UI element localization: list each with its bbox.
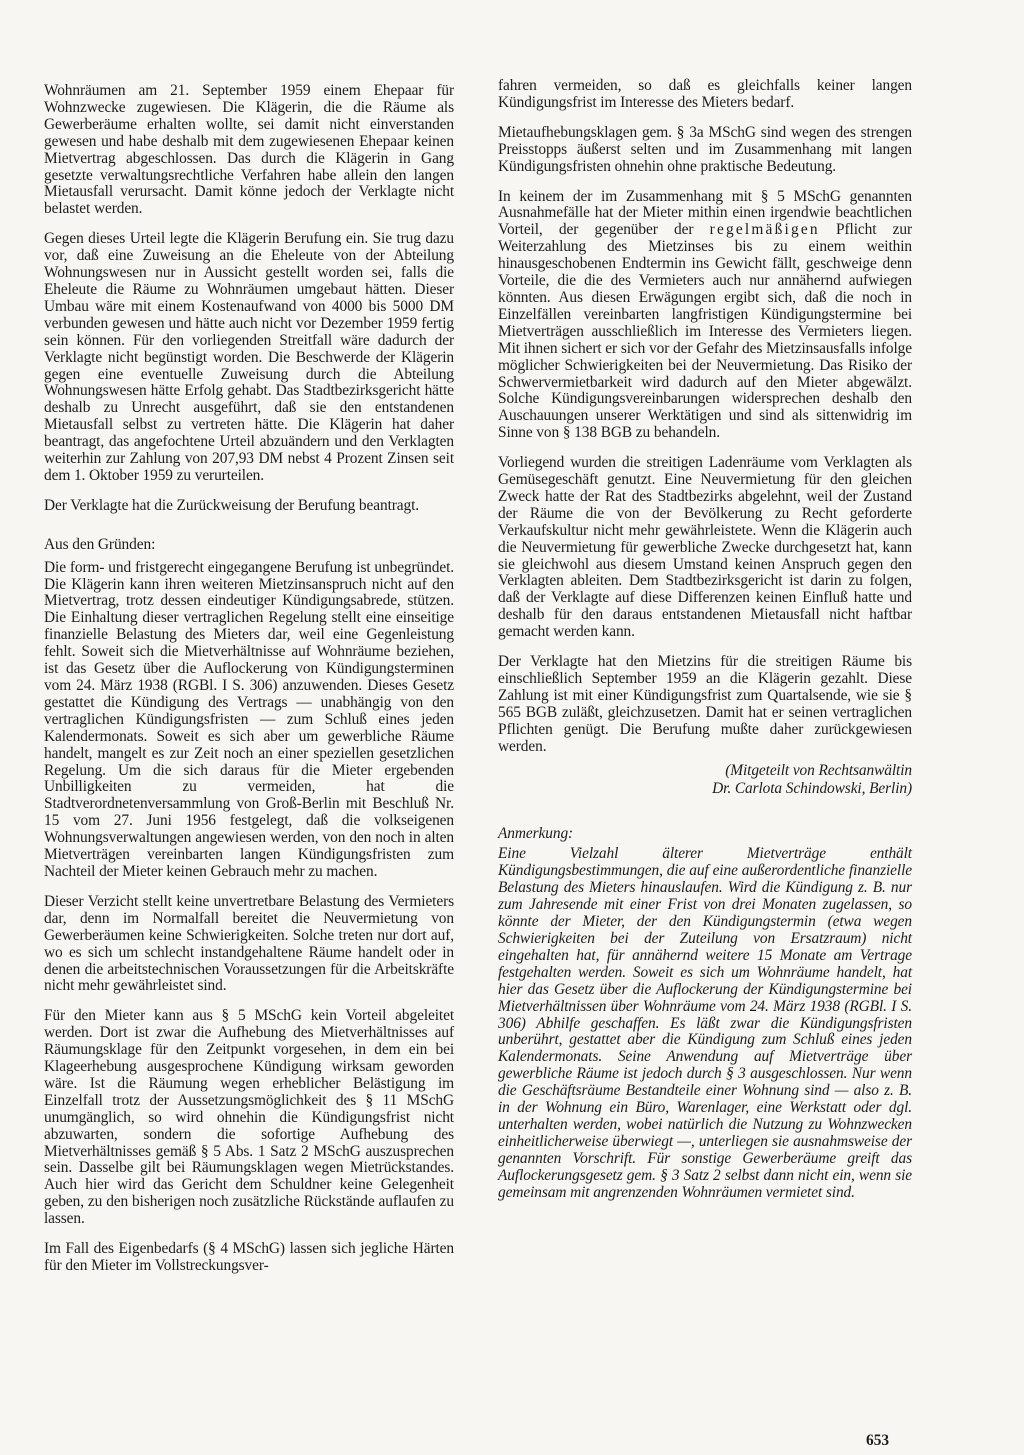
- paragraph-text: In keinem der im Zusammenhang mit § 5 MSchG genannten Ausnahmefälle hat der Mieter mithin einen irgendwie beachtlichen Vorteil, der gegenüber der: [498, 187, 912, 239]
- credit-line: [498, 762, 912, 798]
- paragraph: Für den Mieter kann aus § 5 MSchG kein Vorteil abgeleitet werden. Dort ist zwar die Aufhebung des Mietverhältnisses auf Räumungsklage für den Zeitpunkt vorgesehen, in dem ein bei Klageerhebung ausgesprochene Kündigung wirksam geworden wäre. Ist die Räumung wegen erheblicher Belästigung im Einzelfall trotz der Aussetzungsmöglichkeit des § 11 MSchG unumgänglich, so wird ohnehin die Kündigungsfrist nicht abzuwarten, sondern die sofortige Aufhebung des Mietverhältnisses gemäß § 5 Abs. 1 Satz 2 MSchG auszusprechen sein. Dasselbe gilt bei Räumungsklagen wegen Mietrückstandes. Auch hier wird das Gericht dem Schuldner keine Gelegenheit geben, zu den bisherigen noch zusätzliche Rückstände auflaufen zu lassen.: [44, 1007, 454, 1228]
- right-column: [498, 78, 912, 1201]
- paragraph: [498, 189, 912, 443]
- paragraph: Der Verklagte hat die Zurückweisung der Berufung beantragt.: [44, 496, 420, 514]
- page-number: 653: [866, 1432, 890, 1449]
- paragraph: Mietaufhebungsklagen gem. § 3a MSchG sind wegen des strengen Preisstopps äußerst selten und im Zusammenhang mit langen Kündigungsfristen ohnehin ohne praktische Bedeutung.: [498, 123, 912, 175]
- annotation-heading: Anmerkung:: [498, 824, 574, 842]
- paragraph: Wohnräumen am 21. September 1959 einem Ehepaar für Wohnzwecke zugewiesen. Die Klägerin, die die Räume als Gewerberäume erhalten wollte, sei damit nicht einverstanden gewesen und habe deshalb mit dem zugewiesenen Ehepaar keinen Mietvertrag abgeschlossen. Das durch die Klägerin in Gang gesetzte verwaltungsrechtliche Verfahren habe allein den langen Mietausfall verursacht. Damit könne jedoch der Verklagte nicht belastet werden.: [44, 82, 454, 218]
- paragraph: Die form- und fristgerecht eingegangene Berufung ist unbegründet. Die Klägerin kann ihren weiteren Mietzinsanspruch nicht auf den Mietvertrag, trotz dessen eindeutiger Kündigungsabrede, stützen. Die Einhaltung dieser vertraglichen Regelung stellt eine einseitige finanzielle Belastung des Mieters dar, weil eine Gegenleistung fehlt. Soweit sich die Mietverhältnisse auf Wohnräume beziehen, ist das Gesetz über die Auflockerung von Kündigungsterminen vom 24. März 1938 (RGBl. I S. 306) anzuwenden. Dieses Gesetz gestattet die Kündigung des Vertrags — unabhängig von den vertraglichen Kündigungsfristen — zum Schluß eines jeden Kalendermonats. Soweit es sich aber um gewerbliche Räume handelt, mangelt es zur Zeit noch an einer speziellen gesetzlichen Regelung. Um die sich daraus für die Mieter ergebenden Unbilligkeiten zu vermeiden, hat die Stadtverordnetenversammlung von Groß-Berlin mit Beschluß Nr. 15 vom 27. Juni 1956 festgelegt, daß die volkseigenen Wohnungsverwaltungen angewiesen werden, von den noch in alten Mietverträgen vereinbarten langen Kündigungsfristen zum Nachteil der Mieter keinen Gebrauch mehr zu machen.: [44, 558, 454, 880]
- credit-line-1: (Mitgeteilt von Rechtsanwältin: [725, 761, 912, 779]
- section-heading: Aus den Gründen:: [44, 535, 156, 553]
- paragraph: Vorliegend wurden die streitigen Ladenräume vom Verklagten als Gemüsegeschäft genutzt. Eine Neuvermietung für den gleichen Zweck hatte der Rat des Stadtbezirks abgelehnt, weil der Zustand der Räume die von der Bevölkerung zu Recht geforderte Verkaufskultur nicht mehr gewährleistete. Wenn die Klägerin auch die Neuvermietung für gewerbliche Zwecke durchgesetzt hat, kann sie gleichwohl aus diesem Umstand keinen Anspruch gegen den Verklagten ableiten. Dem Stadtbezirksgericht ist darin zu folgen, daß der Verklagte auf diese Differenzen keinen Einfluß hatte und deshalb für den daraus entstandenen Mietausfall nicht haftbar gemacht werden kann.: [498, 454, 912, 641]
- left-column: [44, 83, 454, 1275]
- paragraph-text: Pflicht zur Weiterzahlung des Mietzinses bis zu einem weithin hinausgeschobenen Endtermin ins Gewicht fällt, geschweige denn Vorteile, die die des Vermieters auch nur annähernd aufwiegen könnten. Aus diesen Erwägungen ergibt sich, daß die noch in Einzelfällen vereinbarten langfristigen Kündigungstermine bei Mietverträgen ausschließlich im Interesse des Vermieters liegen. Mit ihnen sichert er sich vor der Gefahr des Mietzinsausfalls infolge möglicher Schwierigkeiten bei der Neuvermietung. Das Risiko der Schwervermietbarkeit wird dadurch auf den Mieter abgewälzt. Solche Kündigungsvereinbarungen widersprechen deshalb den Auschauungen unserer Werktätigen und sind als sittenwidrig im Sinne von § 138 BGB zu behandeln.: [498, 221, 913, 442]
- emphasized-word: regelmäßigen: [709, 221, 820, 239]
- paragraph: Dieser Verzicht stellt keine unvertretbare Belastung des Vermieters dar, denn im Normalfall bereitet die Neuvermietung von Gewerberäumen keine Schwierigkeiten. Solche treten nur dort auf, wo es sich um schlecht instandgehaltene Räume handelt oder in denen die arbeitstechnischen Voraussetzungen für die Arbeitskräfte nicht mehr gewährleistet sind.: [44, 892, 454, 995]
- paragraph: Der Verklagte hat den Mietzins für die streitigen Räume bis einschließlich September 1959 an die Klägerin gezahlt. Diese Zahlung ist mit einer Kündigungsfrist zum Quartalsende, wie sie § 565 BGB zuläßt, gleichzusetzen. Damit hat er seinen vertraglichen Pflichten genügt. Die Berufung mußte daher zurückgewiesen werden.: [498, 653, 912, 755]
- paragraph: Gegen dieses Urteil legte die Klägerin Berufung ein. Sie trug dazu vor, daß eine Zuweisung an die Eheleute von der Abteilung Wohnungswesen nur in Aussicht gestellt worden sei, falls die Eheleute die Räume zu Wohnräumen umgebaut hätten. Dieser Umbau wäre mit einem Kostenaufwand von 4000 bis 5000 DM verbunden gewesen und hätte auch nicht vor Dezember 1959 fertig sein können. Für den vorliegenden Streitfall wäre dadurch der Verklagte nicht begünstigt worden. Die Beschwerde der Klägerin gegen eine eventuelle Zuweisung durch die Abteilung Wohnungswesen hätte Erfolg gehabt. Das Stadtbezirksgericht hätte deshalb zu Unrecht ausgeführt, daß sie den entstandenen Mietausfall selbst zu vertreten hätte. Die Klägerin hat daher beantragt, das angefochtene Urteil abzuändern und den Verklagten weiterhin zur Zahlung von 207,93 DM nebst 4 Prozent Zinsen seit dem 1. Oktober 1959 zu verurteilen.: [44, 230, 454, 484]
- annotation-text: Eine Vielzahl älterer Mietverträge enthält Kündigungsbestimmungen, die auf eine außerordentliche finanzielle Belastung des Mieters hinauslaufen. Wird die Kündigung z. B. nur zum Jahresende mit einer Frist von drei Monaten zugelassen, so könnte der Mieter, der den Kündigungstermin (etwa wegen Schwierigkeiten bei der Zuteilung von Ersatzraum) nicht eingehalten hat, für annähernd weitere 15 Monate am Vertrage festgehalten werden. Soweit es sich um Wohnräume handelt, hat hier das Gesetz über die Auflockerung der Kündigungstermine bei Mietverhältnissen über Wohnräume vom 24. März 1938 (RGBl. I S. 306) Abhilfe geschaffen. Es läßt zwar die Kündigungsfristen unberührt, gestattet aber die Kündigung zum Schluß eines jeden Kalendermonats. Seine Anwendung auf Mietverträge über gewerbliche Räume ist jedoch durch § 3 ausgeschlossen. Nur wenn die Geschäftsräume Bestandteile einer Wohnung sind — also z. B. in der Wohnung ein Büro, Warenlager, eine Werkstatt oder dgl. unterhalten werden, wobei natürlich die Nutzung zu Wohnzwecken einheitlicherweise überwiegt —, unterliegen sie ausnahmsweise der genannten Vorschrift. Für sonstige Gewerberäume greift das Auflockerungsgesetz gem. § 3 Satz 2 selbst dann nicht ein, wenn sie gemeinsam mit angrenzenden Wohnräumen vermietet sind.: [498, 845, 912, 1201]
- paragraph: fahren vermeiden, so daß es gleichfalls keiner langen Kündigungsfrist im Interesse des Mieters bedarf.: [498, 77, 912, 111]
- credit-line-2: Dr. Carlota Schindowski, Berlin): [712, 779, 912, 797]
- paragraph: Im Fall des Eigenbedarfs (§ 4 MSchG) lassen sich jegliche Härten für den Mieter im Vollstreckungsver-: [44, 1240, 454, 1274]
